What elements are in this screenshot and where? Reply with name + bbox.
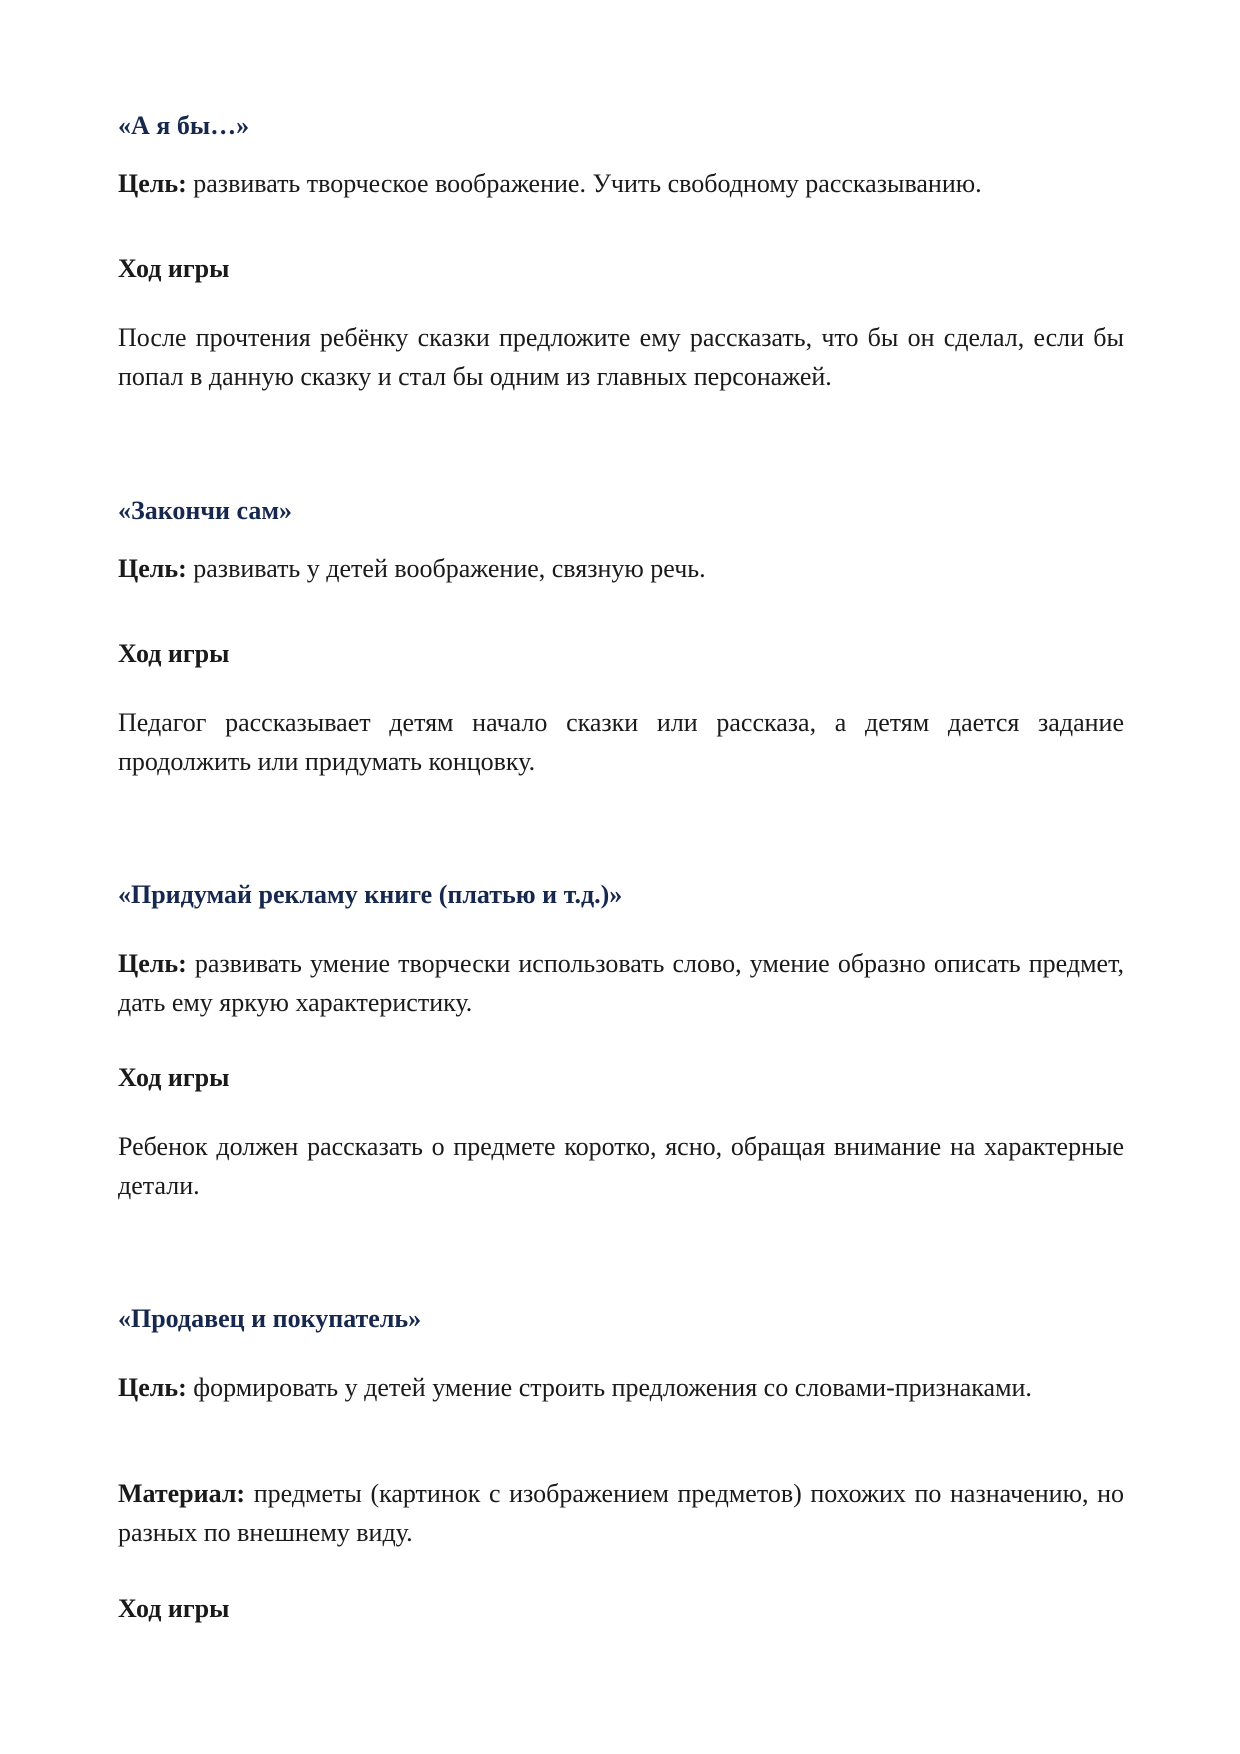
course-text: После прочтения ребёнку сказки предложите ему рассказать, что бы он сделал, если бы попал в данную сказку и стал бы одним из главных персонажей. — [118, 323, 1124, 391]
course-heading: Ход игры — [118, 1594, 230, 1623]
goal-text: развивать умение творчески использовать слово, умение образно описать предмет, дать ему яркую характеристику. — [118, 949, 1125, 1017]
course-text: Ребенок должен рассказать о предмете коротко, ясно, обращая внимание на характерные детали. — [118, 1132, 1124, 1200]
goal-label: Цель: — [118, 949, 187, 978]
material-text: предметы (картинок с изображением предметов) похожих по назначению, но разных по внешнему виду. — [118, 1479, 1125, 1547]
material-label: Материал: — [118, 1479, 246, 1508]
course-heading: Ход игры — [118, 254, 230, 283]
section-title: «Продавец и покупатель» — [118, 1304, 422, 1333]
course-heading: Ход игры — [118, 1063, 230, 1092]
material-paragraph — [118, 1474, 1124, 1552]
goal-label: Цель: — [118, 1373, 187, 1402]
goal-label: Цель: — [118, 554, 187, 583]
section-title: «Придумай рекламу книге (платью и т.д.)» — [118, 880, 623, 909]
goal-label: Цель: — [118, 169, 187, 198]
goal-text: развивать у детей воображение, связную речь. — [193, 554, 706, 583]
goal-paragraph — [118, 164, 1124, 203]
goal-paragraph — [118, 944, 1124, 1022]
course-heading: Ход игры — [118, 639, 230, 668]
course-text: Педагог рассказывает детям начало сказки или рассказа, а детям дается задание продолжить или придумать концовку. — [118, 708, 1124, 776]
section-title: «Закончи сам» — [118, 496, 293, 525]
section-title: «А я бы…» — [118, 111, 250, 140]
goal-paragraph — [118, 1368, 1124, 1407]
goal-paragraph — [118, 549, 1124, 588]
goal-text: развивать творческое воображение. Учить свободному рассказыванию. — [193, 169, 982, 198]
goal-text: формировать у детей умение строить предложения со словами-признаками. — [193, 1373, 1032, 1402]
